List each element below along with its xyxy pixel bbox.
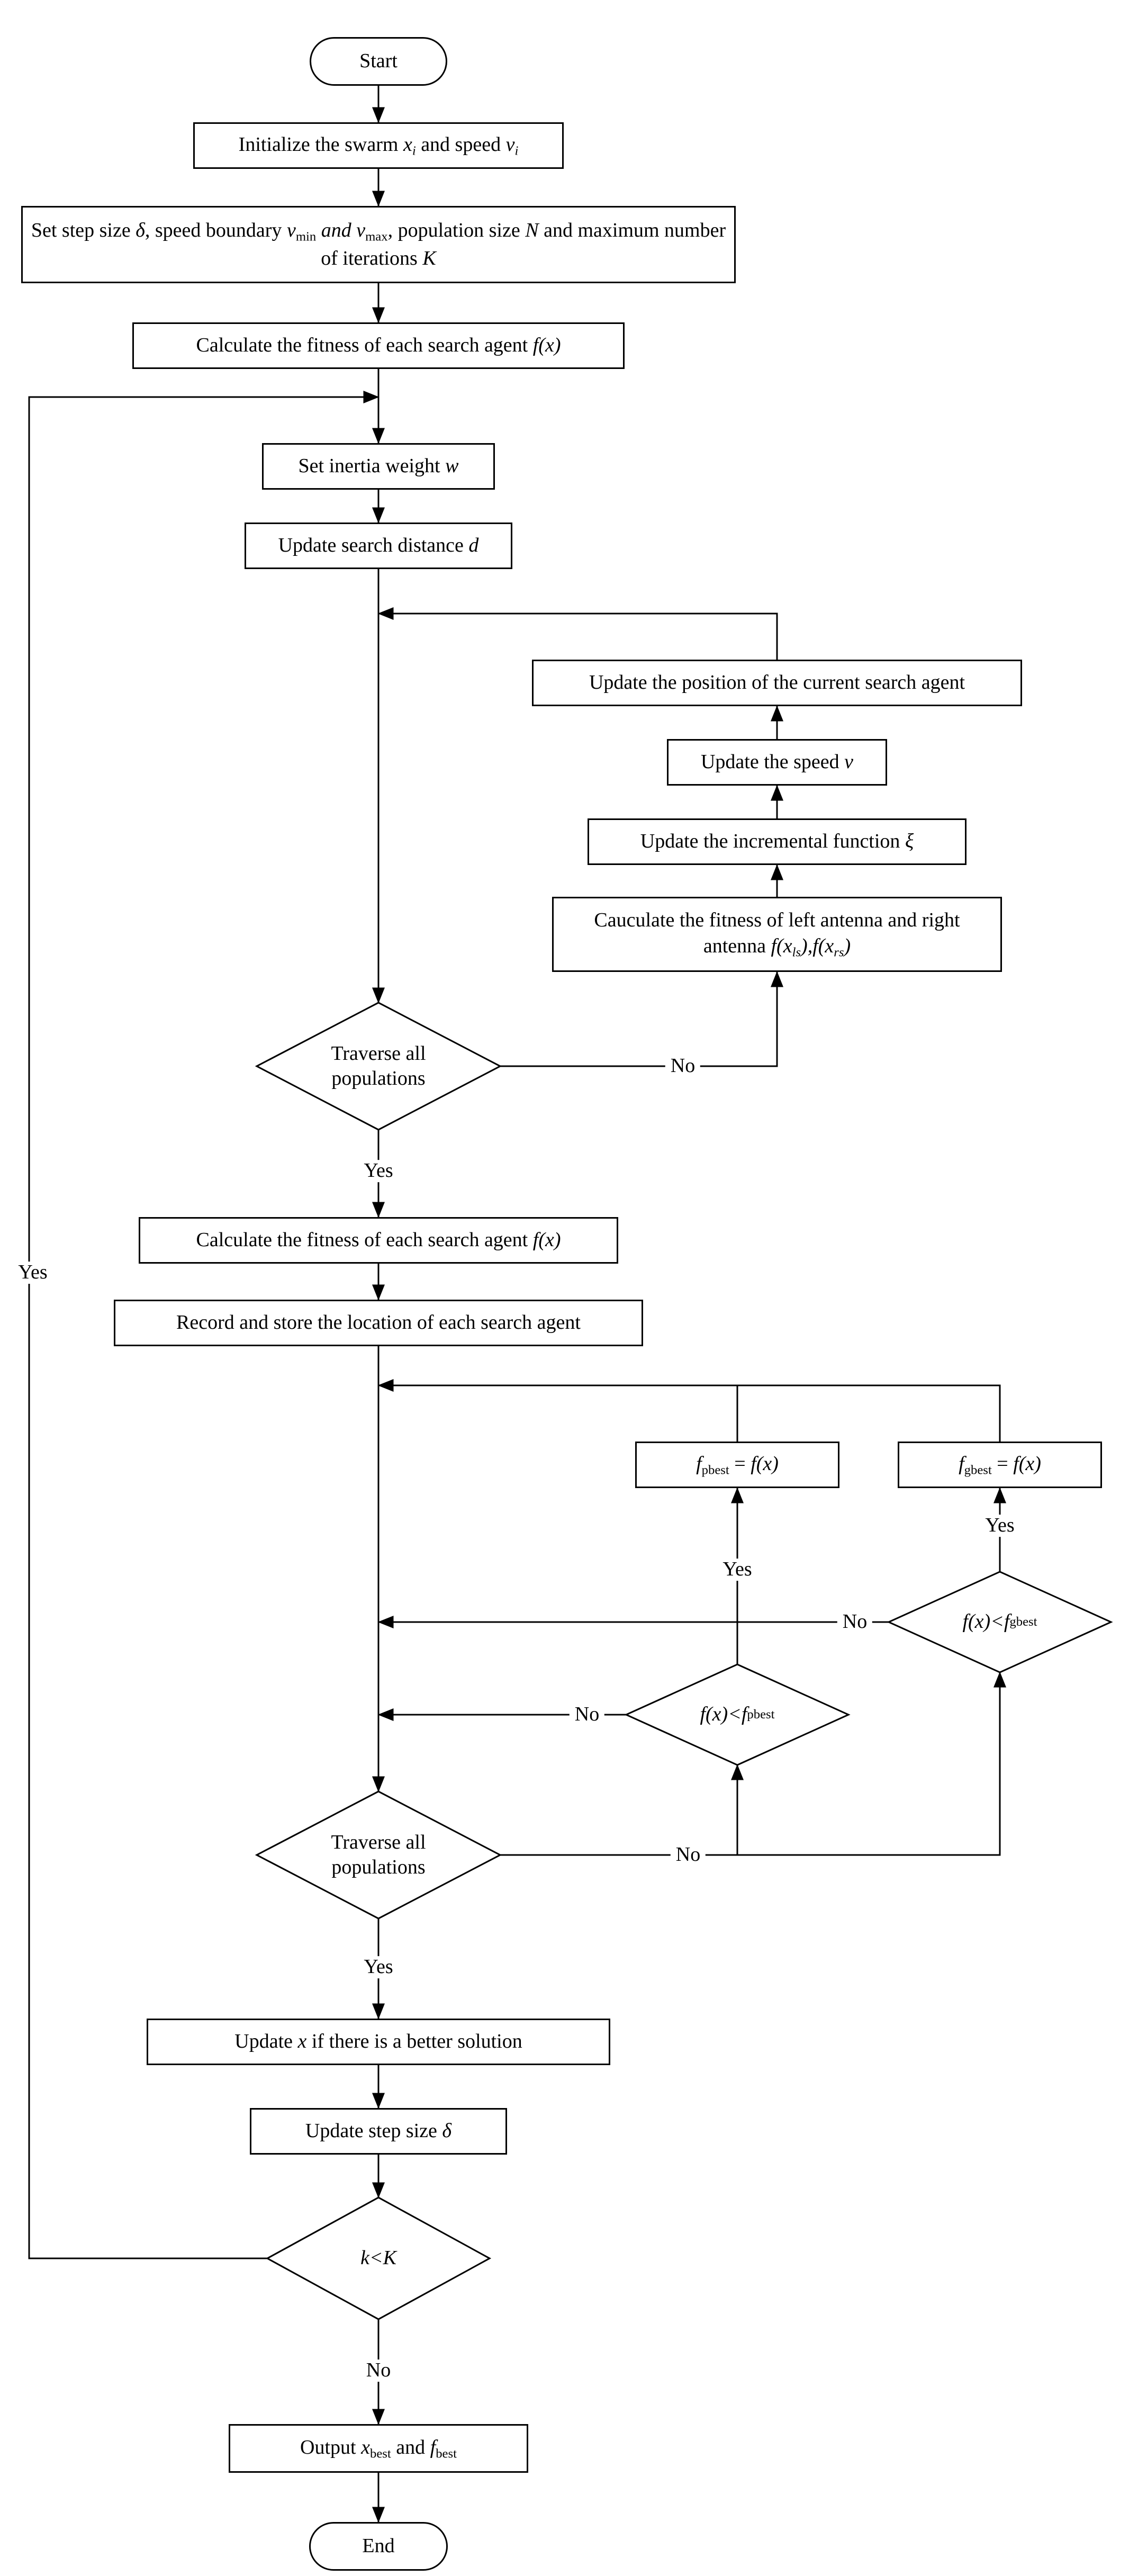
label-no-traverse1: No [665, 1055, 700, 1077]
node-calc-fitness-2 [139, 1217, 618, 1264]
label-no-kcheck: No [361, 2359, 396, 2382]
node-record-store [114, 1300, 643, 1346]
edge-position-return [378, 614, 777, 660]
node-set-inertia-label: Set inertia weight w [298, 455, 459, 478]
node-fgbest-assign-label: $f_{gbest} = f(x)$ [959, 1452, 1041, 1478]
node-set-inertia [262, 443, 495, 490]
node-update-x [147, 2019, 610, 2065]
node-update-position-label: Update the position of the current search agent [589, 671, 965, 694]
node-update-position [532, 660, 1022, 706]
label-no-fpbest: No [570, 1704, 604, 1726]
node-update-x-label: Update x if there is a better solution [234, 2030, 522, 2053]
node-start [310, 37, 447, 86]
node-fpbest-assign [635, 1442, 839, 1488]
node-fpbest-assign-label: $f_{pbest} = f(x)$ [696, 1452, 779, 1478]
label-yes-kcheck-loop: Yes [13, 1262, 52, 1284]
node-update-distance-label: Update search distance d [278, 534, 479, 557]
node-update-incremental-label: Update the incremental function ξ [640, 830, 914, 853]
edge-fgbest-merge [378, 1385, 1000, 1442]
node-init-swarm [193, 122, 564, 169]
node-end-label: End [362, 2535, 395, 2557]
node-fpbest-check-label: f(x)<f pbest [700, 1703, 775, 1726]
node-traverse-1-label: Traverse all populations [331, 1042, 426, 1089]
label-yes-traverse2: Yes [358, 1956, 398, 1978]
node-fgbest-check-label: f(x)<f gbest [962, 1610, 1037, 1633]
node-start-label: Start [359, 50, 398, 73]
node-end [309, 2522, 448, 2571]
node-fgbest-assign [898, 1442, 1102, 1488]
node-update-speed-label: Update the speed v [700, 751, 854, 773]
node-update-step [250, 2108, 507, 2155]
node-set-params-label: Set step size δ, speed boundary $v_{min}$ and $v_{max}$, population size N and maximum number of iterations K [31, 219, 726, 269]
label-yes-fpbest: Yes [717, 1559, 757, 1581]
node-calc-fitness-1 [132, 322, 625, 369]
label-yes-traverse1: Yes [358, 1160, 398, 1182]
node-set-params [21, 206, 736, 283]
node-iteration-check-label: k<K [360, 2247, 396, 2269]
node-calc-antenna-label: Cauculate the fitness of left antenna and right antenna $f(x_{ls}),f(x_{rs})$ [594, 909, 960, 960]
node-update-speed [667, 739, 887, 786]
node-calc-fitness-1-label: Calculate the fitness of each search agent f(x) [196, 334, 561, 357]
node-update-step-label: Update step size δ [305, 2120, 452, 2142]
node-traverse-2-label: Traverse all populations [331, 1831, 426, 1878]
node-calc-antenna [552, 897, 1002, 972]
node-update-incremental [588, 818, 967, 865]
label-no-fgbest: No [837, 1611, 872, 1633]
node-init-swarm-label: Initialize the swarm $x_i$ and speed $v_i$ [238, 133, 519, 158]
node-output-label: Output $x_{best}$ and $f_{best}$ [300, 2436, 457, 2461]
node-update-distance [245, 523, 512, 569]
label-no-traverse2: No [671, 1844, 706, 1866]
edge-traverse1-no-antenna [500, 972, 777, 1066]
label-yes-fgbest: Yes [980, 1515, 1019, 1537]
node-record-store-label: Record and store the location of each search agent [176, 1311, 581, 1334]
node-calc-fitness-2-label: Calculate the fitness of each search agent f(x) [196, 1229, 561, 1251]
node-output [229, 2424, 528, 2473]
